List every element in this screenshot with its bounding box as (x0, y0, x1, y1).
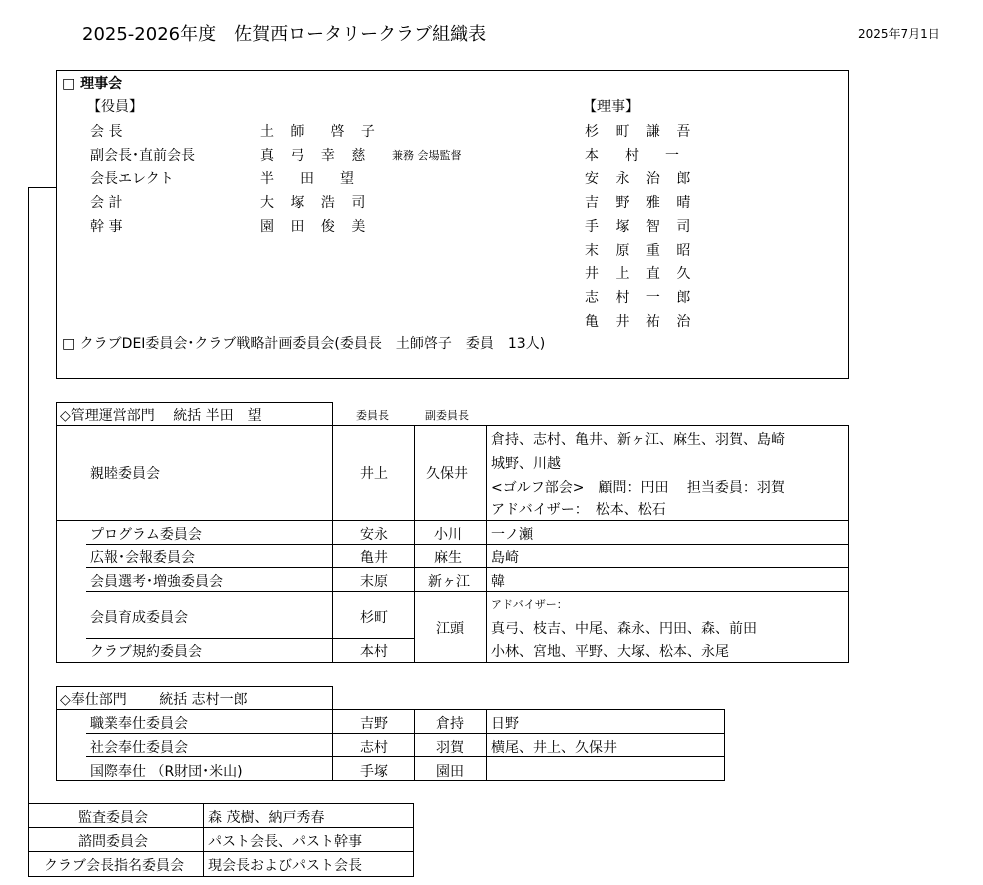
officer-name: 真 弓 幸 慈 (260, 148, 372, 164)
director-name: 志 村 一 郎 (585, 290, 697, 306)
committee-members: 島崎 (491, 550, 519, 566)
committee-members: 城野、川越 (491, 456, 561, 472)
committee-chair: 杉町 (360, 610, 388, 626)
director-name: 亀 井 祐 治 (585, 314, 697, 330)
committee-members: 倉持、志村、亀井、新ヶ江、麻生、羽賀、島崎 (491, 432, 785, 448)
officer-role: 会 長 (90, 124, 123, 140)
page-title: 2025-2026年度 佐賀西ロータリークラブ組織表 (82, 24, 487, 45)
service-title: ◇奉仕部門 統括 志村一郎 (60, 692, 248, 708)
committee-vice-chair: 久保井 (426, 466, 468, 482)
committee-members: 日野 (491, 716, 519, 732)
committee-members: アドバイザー： 松本、松石 (491, 502, 666, 518)
committee-name: 社会奉仕委員会 (90, 740, 188, 756)
committee-chair: 吉野 (360, 716, 388, 732)
committee-chair: 安永 (360, 527, 388, 543)
committee-chair: 亀井 (360, 550, 388, 566)
director-name: 末 原 重 昭 (585, 243, 697, 259)
officer-role: 幹 事 (90, 219, 123, 235)
committee-name: クラブ会長指名委員会 (44, 858, 184, 874)
committee-chair: 志村 (360, 740, 388, 756)
officer-note: 兼務 会場監督 (392, 149, 462, 162)
chair-header: 委員長 (356, 409, 389, 422)
committee-name: 職業奉仕委員会 (90, 716, 188, 732)
officer-role: 副会長･直前会長 (90, 148, 195, 164)
committee-name: 会員育成委員会 (90, 610, 188, 626)
committee-name: クラブ規約委員会 (90, 644, 202, 660)
directors-heading: 【理事】 (583, 99, 639, 115)
officer-name: 半 田 望 (260, 171, 360, 187)
committee-name: 会員選考･増強委員会 (90, 574, 223, 590)
committee-chair: 手塚 (360, 764, 388, 780)
committee-chair: 末原 (360, 574, 388, 590)
dei-committee-line: □ クラブDEI委員会･クラブ戦略計画委員会(委員長 土師啓子 委員 13人) (62, 336, 546, 352)
committee-members: パスト会長、パスト幹事 (208, 834, 362, 850)
committee-members: 現会長およびパスト会長 (208, 858, 362, 874)
committee-vice-chair: 園田 (436, 764, 464, 780)
director-name: 安 永 治 郎 (585, 171, 697, 187)
committee-members: アドバイザー： (491, 598, 568, 611)
document-date: 2025年7月1日 (858, 27, 940, 41)
committee-vice-chair: 江頭 (436, 621, 464, 637)
committee-name: 諮問委員会 (78, 834, 148, 850)
director-name: 手 塚 智 司 (585, 219, 697, 235)
director-name: 井 上 直 久 (585, 266, 697, 282)
committee-name: プログラム委員会 (90, 527, 202, 543)
committee-members: 真弓、枝吉、中尾、森永、円田、森、前田 (491, 621, 757, 637)
officers-heading: 【役員】 (87, 99, 143, 115)
committee-vice-chair: 羽賀 (436, 740, 464, 756)
committee-vice-chair: 麻生 (434, 550, 462, 566)
committee-name: 国際奉仕 （R財団･米山) (90, 764, 243, 780)
board-heading: □ 理事会 (62, 76, 123, 92)
director-name: 本 村 一 (585, 148, 685, 164)
committee-members: 韓 (491, 574, 505, 590)
committee-name: 親睦委員会 (90, 466, 160, 482)
officer-role: 会 計 (90, 195, 123, 211)
committee-members: 小林、宮地、平野、大塚、松本、永尾 (491, 644, 729, 660)
management-title: ◇管理運営部門 統括 半田 望 (60, 408, 262, 424)
committee-members: 森 茂樹、納戸秀春 (208, 810, 325, 826)
vice-chair-header: 副委員長 (425, 409, 469, 422)
director-name: 杉 町 謙 吾 (585, 124, 697, 140)
committee-name: 監査委員会 (78, 810, 148, 826)
committee-members: 一ノ瀬 (491, 527, 533, 543)
committee-chair: 井上 (360, 466, 388, 482)
officer-name: 大 塚 浩 司 (260, 195, 372, 211)
officer-name: 園 田 俊 美 (260, 219, 372, 235)
committee-chair: 本村 (360, 644, 388, 660)
director-name: 吉 野 雅 晴 (585, 195, 697, 211)
committee-name: 広報･会報委員会 (90, 550, 195, 566)
officer-name: 土 師 啓 子 (260, 124, 381, 140)
committee-vice-chair: 倉持 (436, 716, 464, 732)
committee-members: <ゴルフ部会> 顧問：円田 担当委員：羽賀 (491, 480, 785, 496)
officer-role: 会長エレクト (90, 171, 174, 187)
committee-vice-chair: 小川 (434, 527, 462, 543)
committee-members: 横尾、井上、久保井 (491, 740, 617, 756)
committee-vice-chair: 新ヶ江 (428, 574, 470, 590)
